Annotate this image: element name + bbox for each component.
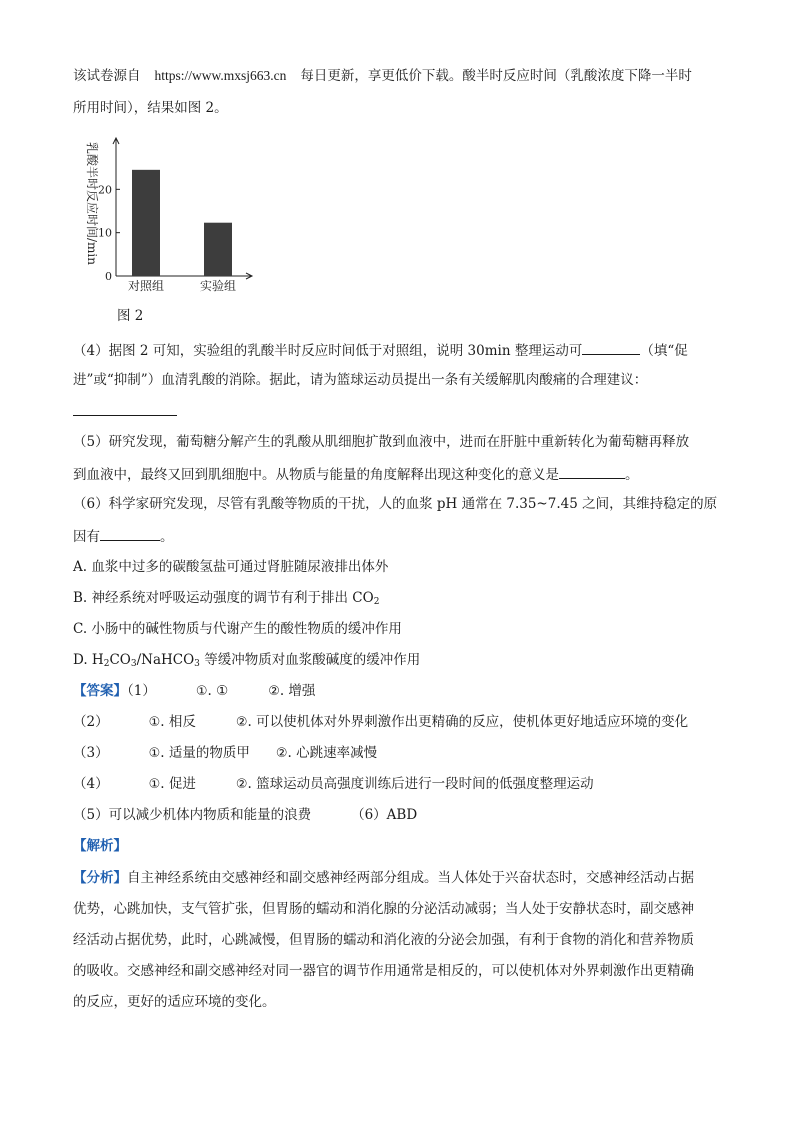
chart-ticks — [98, 183, 120, 283]
answer-3-2: . 心跳速率减慢 — [287, 745, 378, 761]
bar — [204, 223, 232, 276]
answer-1-1: . ① — [207, 683, 229, 699]
option-b — [73, 588, 379, 608]
q4-answer-blank[interactable] — [73, 400, 177, 422]
answer-1-label: （1） — [127, 683, 156, 699]
option-d-sub1: 2 — [103, 659, 110, 669]
category-label: 实验组 — [199, 279, 237, 293]
chart-ylabel: 乳酸半时反应时间/min — [85, 142, 99, 265]
answer-6: （6）ABD — [351, 807, 418, 823]
intro-line: 所用时间），结果如图 2。 — [73, 100, 228, 116]
circled-2: ② — [275, 746, 288, 761]
bar — [132, 170, 160, 276]
option-c: C. 小肠中的碱性物质与代谢产生的酸性物质的缓冲作用 — [73, 621, 402, 637]
source-url[interactable]: https://www.mxsj663.cn — [154, 68, 287, 83]
answer-tag: 【答案】 — [73, 683, 127, 699]
answer-2-2: . 可以使机体对外界刺激作出更精确的反应，使机体更好地适应环境的变化 — [247, 714, 689, 730]
q4-text: （4）据图 2 可知，实验组的乳酸半时反应时间低于对照组，说明 30min 整理运动可 — [73, 343, 583, 359]
circled-2: ② — [235, 715, 248, 730]
fenxi-tag: 【分析】 — [73, 870, 127, 886]
answer-4-1: . 促进 — [160, 776, 196, 792]
circled-1: ① — [148, 746, 161, 761]
source-suffix: 每日更新，享更低价下载。 — [300, 68, 463, 84]
answer-5: （5）可以减少机体内物质和能量的浪费 — [73, 807, 312, 823]
circled-2: ② — [268, 684, 280, 699]
answer-row-5 — [73, 805, 417, 825]
analysis-heading: 【解析】 — [73, 838, 127, 854]
q4-text-post: （填“促 — [640, 343, 688, 359]
option-d-text: D. H — [73, 652, 104, 668]
q5-line2 — [73, 463, 639, 485]
q6-text: 因有 — [73, 529, 100, 545]
option-b-sub: 2 — [373, 597, 380, 607]
circled-2: ② — [235, 777, 248, 792]
analysis-line-5: 的反应，更好的适应环境的变化。 — [73, 994, 276, 1010]
answer-row-4 — [73, 774, 594, 795]
q6-text-post: 。 — [160, 529, 174, 545]
answer-row-1 — [73, 681, 315, 702]
answer-3-1: . 适量的物质甲 — [160, 745, 250, 761]
source-line — [73, 66, 692, 86]
option-d-sub3: 3 — [194, 659, 200, 669]
option-d-post: 等缓冲物质对血浆酸碱度的缓冲作用 — [199, 652, 421, 668]
q4-blank-1[interactable] — [582, 339, 640, 355]
answer-2-label: （2） — [73, 714, 109, 730]
option-a: A. 血浆中过多的碳酸氢盐可通过肾脏随尿液排出体外 — [73, 559, 389, 575]
circled-1: ① — [148, 715, 161, 730]
chart-categories — [128, 278, 236, 293]
q4-blank-2[interactable] — [73, 400, 177, 416]
option-d-mid1: CO — [109, 652, 131, 668]
circled-1: ① — [148, 777, 161, 792]
answer-row-2 — [73, 712, 688, 733]
answer-4-label: （4） — [73, 776, 109, 792]
answer-3-label: （3） — [73, 745, 109, 761]
option-b-text: B. 神经系统对呼吸运动强度的调节有利于排出 CO — [73, 590, 374, 606]
answer-1-2: . 增强 — [279, 683, 316, 699]
q4-line1 — [73, 339, 688, 361]
chart-bars — [132, 170, 232, 276]
analysis-line-4: 的吸收。交感神经和副交感神经对同一器官的调节作用通常是相反的，可以使机体对外界刺激作出更精确 — [73, 963, 694, 979]
analysis-line-2: 优势，心跳加快，支气管扩张，但胃肠的蠕动和消化腺的分泌活动减弱；当人处于安静状态时，副交感神 — [73, 901, 694, 917]
answer-4-2: . 篮球运动员高强度训练后进行一段时间的低强度整理运动 — [247, 776, 594, 792]
bar-chart — [80, 134, 280, 294]
q5-blank[interactable] — [559, 463, 625, 479]
analysis-tag — [73, 836, 127, 856]
q5-line1: （5）研究发现，葡萄糖分解产生的乳酸从肌细胞扩散到血液中，进而在肝脏中重新转化为葡萄糖再释放 — [73, 434, 690, 450]
analysis-text-1: 自主神经系统由交感神经和副交感神经两部分组成。当人体处于兴奋状态时，交感神经活动占据 — [127, 870, 694, 886]
answer-row-3 — [73, 743, 377, 764]
answer-2-1: . 相反 — [160, 714, 196, 730]
y-tick-label: 10 — [98, 226, 112, 240]
q6-blank[interactable] — [100, 525, 160, 541]
q6-line2 — [73, 525, 174, 547]
option-d — [73, 650, 420, 670]
analysis-line-3: 经活动占据优势，此时，心跳减慢，但胃肠的蠕动和消化液的分泌会加强，有利于食物的消化和营养物质 — [73, 932, 694, 948]
y-tick-label: 0 — [105, 270, 112, 283]
source-continuation: 酸半时反应时间（乳酸浓度下降一半时 — [462, 68, 692, 84]
y-tick-label: 20 — [98, 183, 112, 197]
option-d-mid2: /NaHCO — [136, 652, 195, 668]
q4-line2: 进”或“抑制”）血清乳酸的消除。据此，请为篮球运动员提出一条有关缓解肌肉酸痛的合理建议： — [73, 372, 648, 388]
q6-line1: （6）科学家研究发现，尽管有乳酸等物质的干扰，人的血浆 pH 通常在 7.35~7.45 之间，其维持稳定的原 — [73, 496, 718, 512]
analysis-line-1 — [73, 868, 694, 888]
option-d-sub2: 3 — [130, 659, 137, 669]
q5-text-post: 。 — [625, 467, 639, 483]
figure-caption: 图 2 — [117, 308, 144, 324]
circled-1: ① — [195, 684, 208, 699]
q5-text: 到血液中，最终又回到肌细胞中。从物质与能量的角度解释出现这种变化的意义是 — [73, 467, 559, 483]
category-label: 对照组 — [127, 279, 165, 293]
source-prefix: 该试卷源自 — [73, 68, 141, 84]
